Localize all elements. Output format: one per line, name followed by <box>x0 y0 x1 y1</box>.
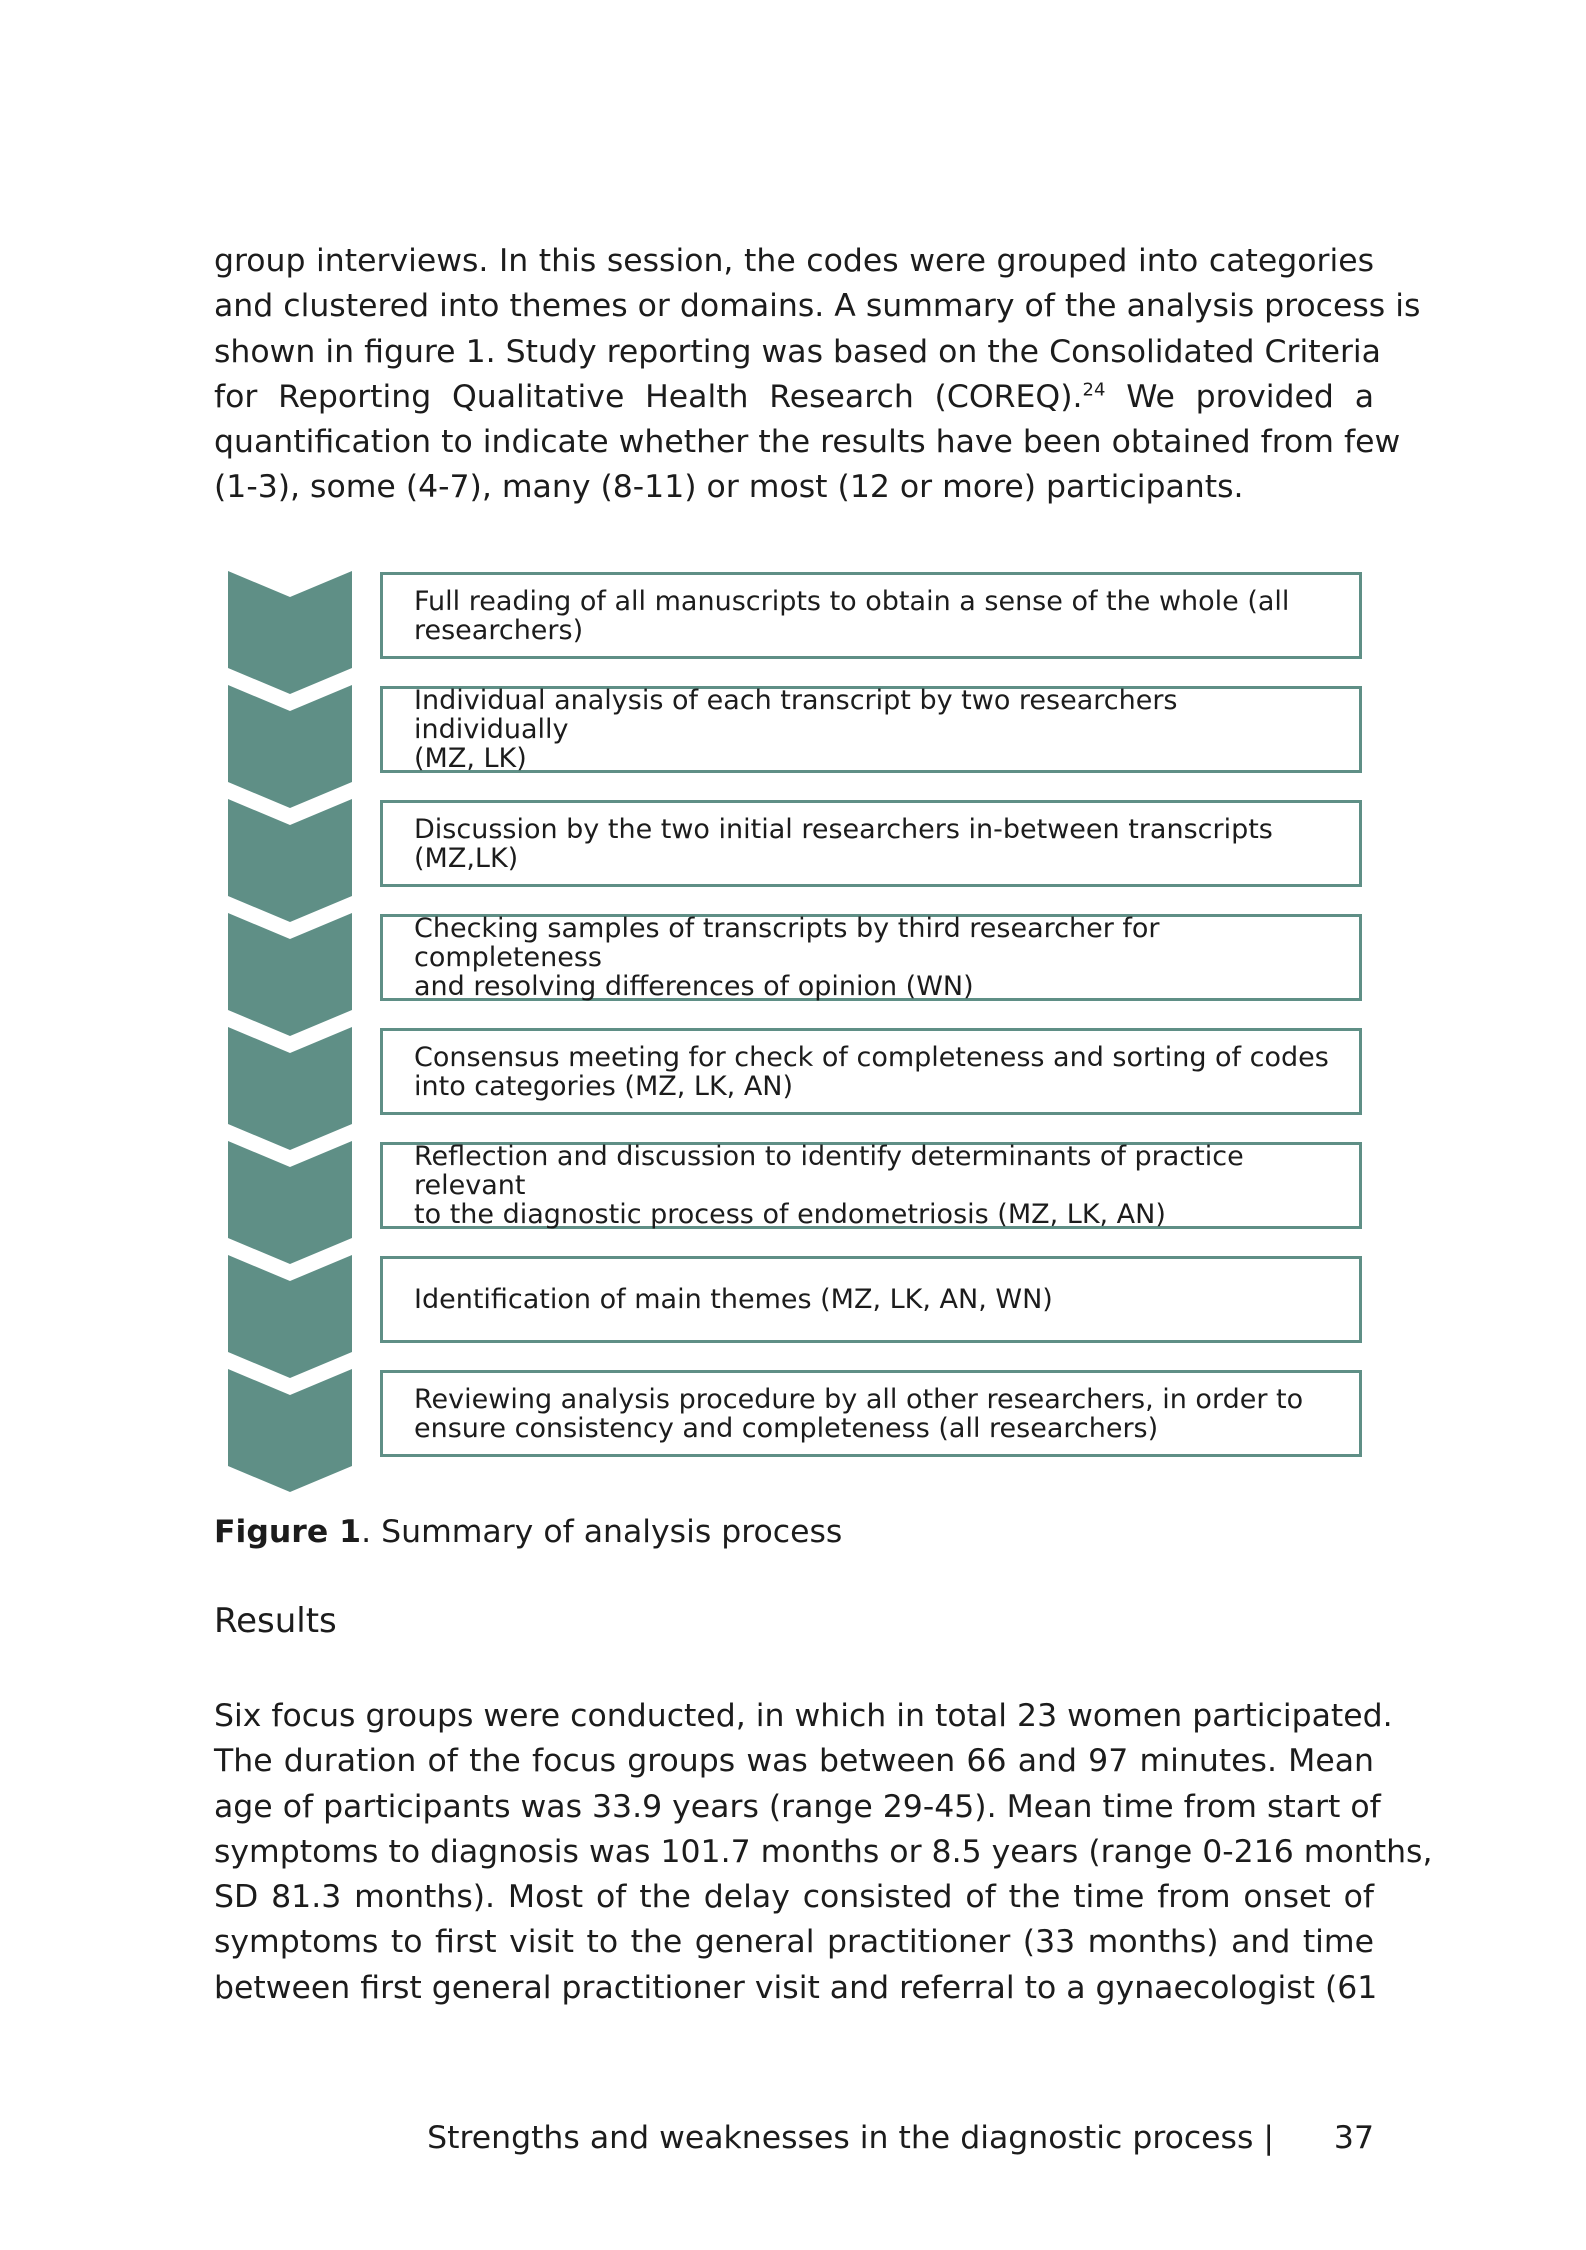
chevron-arrow-1 <box>228 571 352 694</box>
results-line-7: between first general practitioner visit and referral to a gynaecologist (61 <box>214 1969 1378 2006</box>
step-box-7 <box>380 1256 1362 1343</box>
results-line-4: symptoms to diagnosis was 101.7 months or 8.5 years (range 0-216 months, <box>214 1833 1433 1870</box>
step-8-text: Reviewing analysis procedure by all other researchers, in order to ensure consistency and completeness (all researchers) <box>414 1383 1304 1444</box>
chevron-arrow-4 <box>228 913 352 1036</box>
chevron-arrow-8 <box>228 1369 352 1492</box>
step-1-text: Full reading of all manuscripts to obtain a sense of the whole (all researchers) <box>414 585 1290 646</box>
intro-line-3: shown in figure 1. Study reporting was based on the Consolidated Criteria <box>214 333 1381 370</box>
chevron-arrow-2 <box>228 685 352 808</box>
figure-caption-text: . Summary of analysis process <box>361 1514 843 1550</box>
results-line-2: The duration of the focus groups was between 66 and 97 minutes. Mean <box>214 1743 1374 1780</box>
results-line-6: symptoms to first visit to the general practitioner (33 months) and time <box>214 1924 1374 1961</box>
intro-line-6: (1-3), some (4-7), many (8-11) or most (12 or more) participants. <box>214 469 1244 506</box>
page-number: 37 <box>1333 2120 1374 2156</box>
intro-paragraph <box>214 239 1421 511</box>
step-box-1 <box>380 572 1362 659</box>
results-heading: Results <box>214 1601 337 1641</box>
step-6-text: Reflection and discussion to identify determinants of practice relevant to the diagnostic process of endometriosis (MZ, LK, AN) <box>414 1141 1244 1230</box>
step-box-2 <box>380 686 1362 773</box>
step-box-3 <box>380 800 1362 887</box>
running-title: Strengths and weaknesses in the diagnostic process | <box>427 2120 1274 2156</box>
step-4-text: Checking samples of transcripts by third researcher for completeness and resolving differences of opinion (WN) <box>414 913 1160 1002</box>
results-line-5: SD 81.3 months). Most of the delay consisted of the time from onset of <box>214 1879 1374 1916</box>
page-footer <box>0 2116 1586 2160</box>
chevron-arrow-5 <box>228 1027 352 1150</box>
citation-superscript: 24 <box>1082 379 1106 401</box>
results-paragraph <box>214 1694 1433 2011</box>
chevron-arrow-6 <box>228 1141 352 1264</box>
intro-line-2: and clustered into themes or domains. A summary of the analysis process is <box>214 288 1421 325</box>
step-box-8 <box>380 1370 1362 1457</box>
intro-line-4-rest: We provided a <box>1105 378 1374 415</box>
results-line-3: age of participants was 33.9 years (range 29-45). Mean time from start of <box>214 1788 1381 1825</box>
step-5-text: Consensus meeting for check of completeness and sorting of codes into categories (MZ, LK, AN) <box>414 1041 1329 1102</box>
results-line-1: Six focus groups were conducted, in which in total 23 women participated. <box>214 1698 1393 1734</box>
step-7-text: Identification of main themes (MZ, LK, AN, WN) <box>414 1284 1053 1315</box>
figure-caption <box>214 1512 842 1552</box>
step-box-6 <box>380 1142 1362 1229</box>
chevron-arrow-7 <box>228 1255 352 1378</box>
step-box-5 <box>380 1028 1362 1115</box>
step-3-text: Discussion by the two initial researchers in-between transcripts (MZ,LK) <box>414 813 1273 874</box>
intro-line-5: quantification to indicate whether the results have been obtained from few <box>214 424 1401 461</box>
chevron-arrow-3 <box>228 799 352 922</box>
figure-caption-label: Figure 1 <box>214 1514 362 1550</box>
intro-line-4 <box>214 375 1374 420</box>
step-box-4 <box>380 914 1362 1001</box>
step-2-text: Individual analysis of each transcript by two researchers individually (MZ, LK) <box>414 685 1178 774</box>
intro-line-4-text: for Reporting Qualitative Health Research (COREQ). <box>214 378 1083 415</box>
intro-line-1: group interviews. In this session, the codes were grouped into categories <box>214 243 1374 279</box>
